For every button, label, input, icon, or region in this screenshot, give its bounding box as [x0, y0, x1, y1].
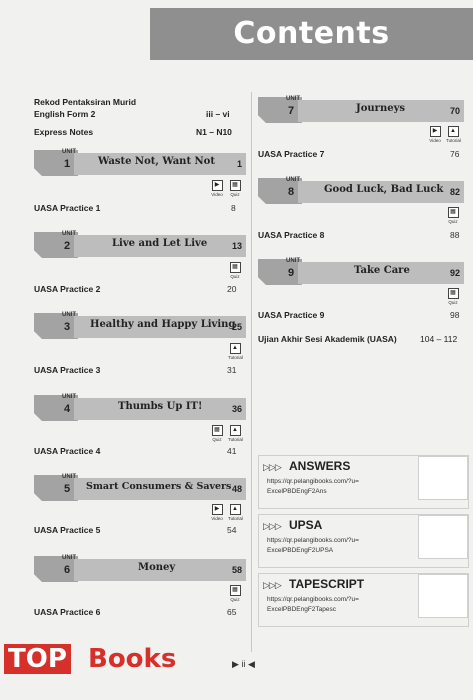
video-icon[interactable]: ▶ Video — [211, 182, 223, 197]
upsa-title: UPSA — [289, 518, 323, 532]
triple-arrow-icon: ▷▷▷ — [263, 580, 281, 590]
unit-page: 25 — [231, 322, 242, 332]
unit-page: 1 — [236, 159, 242, 169]
answers-link-box[interactable] — [258, 455, 469, 509]
uasa-practice-2: UASA Practice 2 — [34, 284, 101, 294]
logo-books-text: Books — [88, 644, 177, 674]
uasa-practice-6-page: 65 — [227, 607, 237, 617]
quiz-icon[interactable]: ▦ Quiz — [230, 264, 240, 279]
unit-number: 3 — [64, 321, 71, 333]
unit-title: Live and Let Live — [112, 238, 208, 249]
unit-page: 36 — [231, 404, 242, 414]
uasa-practice-4-page: 41 — [227, 446, 237, 456]
uasa-practice-9-page: 98 — [450, 310, 460, 320]
quiz-icon[interactable]: ▦ Quiz — [448, 290, 458, 305]
unit-2-heading[interactable] — [34, 232, 246, 258]
unit-title: Waste Not, Want Not — [98, 156, 215, 167]
unit-word: UNIT — [62, 555, 76, 561]
uasa-practice-3: UASA Practice 3 — [34, 365, 101, 375]
tapescript-link-box[interactable] — [258, 573, 469, 627]
logo-top-text: TOP — [4, 644, 71, 674]
unit-1-heading[interactable] — [34, 150, 246, 176]
tutorial-icon[interactable]: ▲ Tutorial — [446, 128, 461, 143]
upsa-link-box[interactable] — [258, 514, 469, 568]
unit-word: UNIT — [286, 258, 300, 264]
unit-number: 1 — [64, 158, 71, 170]
unit-title: Journeys — [356, 103, 406, 114]
tapescript-title: TAPESCRIPT — [289, 577, 365, 591]
unit-page: 58 — [231, 565, 242, 575]
rekod-label-line2: English Form 2 — [34, 109, 96, 119]
upsa-url-line2[interactable]: ExcelPBDEngF2UPSA — [267, 547, 334, 554]
unit-word: UNIT — [62, 474, 76, 480]
unit-title: Smart Consumers & Savers — [86, 481, 232, 492]
uasa-practice-7-page: 76 — [450, 149, 460, 159]
quiz-icon[interactable]: ▦ Quiz — [230, 182, 240, 197]
unit-page: 13 — [231, 241, 242, 251]
unit-number: 8 — [288, 186, 295, 198]
uasa-practice-5: UASA Practice 5 — [34, 525, 101, 535]
unit-title: Healthy and Happy Living — [90, 319, 236, 330]
uasa-practice-4: UASA Practice 4 — [34, 446, 101, 456]
column-divider — [251, 92, 252, 652]
uasa-practice-8: UASA Practice 8 — [258, 230, 325, 240]
unit-6-heading[interactable] — [34, 556, 246, 582]
video-icon[interactable]: ▶ Video — [429, 128, 441, 143]
unit-9-heading[interactable] — [258, 259, 464, 285]
uasa-practice-8-page: 88 — [450, 230, 460, 240]
uasa-practice-9: UASA Practice 9 — [258, 310, 325, 320]
unit-4-heading[interactable] — [34, 395, 246, 421]
rekod-label-line1: Rekod Pentaksiran Murid — [34, 97, 137, 107]
unit-word: UNIT — [286, 177, 300, 183]
quiz-icon[interactable]: ▦ Quiz — [212, 427, 222, 442]
unit-number: 2 — [64, 240, 71, 252]
unit-number: 5 — [64, 483, 71, 495]
contents-banner — [150, 8, 473, 60]
rekod-pages: iii – vi — [206, 109, 230, 119]
triple-arrow-icon: ▷▷▷ — [263, 521, 281, 531]
uasa-practice-5-page: 54 — [227, 525, 237, 535]
unit-word: UNIT — [286, 96, 300, 102]
unit-title: Money — [138, 562, 176, 573]
final-exam-label: Ujian Akhir Sesi Akademik (UASA) — [258, 334, 397, 344]
express-notes-label: Express Notes — [34, 127, 94, 137]
quiz-icon[interactable]: ▦ Quiz — [230, 587, 240, 602]
unit-title: Take Care — [354, 265, 410, 276]
tutorial-icon[interactable]: ▲ Tutorial — [228, 506, 243, 521]
unit-title: Thumbs Up IT! — [118, 401, 203, 412]
uasa-practice-1-page: 8 — [231, 203, 236, 213]
video-icon[interactable]: ▶ Video — [211, 506, 223, 521]
arrow-right-icon: ▶ — [232, 659, 239, 669]
tutorial-icon[interactable]: ▲ Tutorial — [228, 345, 243, 360]
unit-word: UNIT — [62, 149, 76, 155]
unit-number: 7 — [288, 105, 295, 117]
unit-page: 48 — [231, 484, 242, 494]
arrow-left-icon: ◀ — [247, 659, 255, 669]
unit-page: 92 — [449, 268, 460, 278]
unit-page: 70 — [449, 106, 460, 116]
final-exam-pages: 104 – 112 — [420, 334, 458, 344]
unit-number: 4 — [64, 403, 71, 415]
answers-url-line1[interactable]: https://qr.pelangibooks.com/?u= — [267, 478, 359, 485]
upsa-qr-code[interactable] — [418, 515, 468, 559]
page-number — [232, 659, 255, 670]
page-title: Contents — [233, 16, 390, 51]
unit-8-heading[interactable] — [258, 178, 464, 204]
express-notes-pages: N1 – N10 — [196, 127, 232, 137]
upsa-url-line1[interactable]: https://qr.pelangibooks.com/?u= — [267, 537, 359, 544]
quiz-icon[interactable]: ▦ Quiz — [448, 209, 458, 224]
unit-5-heading[interactable] — [34, 475, 246, 501]
unit-page: 82 — [449, 187, 460, 197]
answers-title: ANSWERS — [289, 459, 351, 473]
unit-number: 6 — [64, 564, 71, 576]
tapescript-url-line1[interactable]: https://qr.pelangibooks.com/?u= — [267, 596, 359, 603]
uasa-practice-2-page: 20 — [227, 284, 237, 294]
unit-word: UNIT — [62, 394, 76, 400]
tapescript-qr-code[interactable] — [418, 574, 468, 618]
page-number-value: ii — [241, 659, 246, 669]
uasa-practice-6: UASA Practice 6 — [34, 607, 101, 617]
uasa-practice-3-page: 31 — [227, 365, 237, 375]
unit-word: UNIT — [62, 231, 76, 237]
triple-arrow-icon: ▷▷▷ — [263, 462, 281, 472]
topbooks-logo — [4, 644, 184, 678]
uasa-practice-1: UASA Practice 1 — [34, 203, 101, 213]
unit-3-heading[interactable] — [34, 313, 246, 339]
tutorial-icon[interactable]: ▲ Tutorial — [228, 427, 243, 442]
answers-qr-code[interactable] — [418, 456, 468, 500]
uasa-practice-7: UASA Practice 7 — [258, 149, 325, 159]
unit-word: UNIT — [62, 312, 76, 318]
unit-7-heading[interactable] — [258, 97, 464, 123]
unit-number: 9 — [288, 267, 295, 279]
unit-title: Good Luck, Bad Luck — [324, 184, 444, 195]
answers-url-line2[interactable]: ExcelPBDEngF2Ans — [267, 488, 327, 495]
tapescript-url-line2[interactable]: ExcelPBDEngF2Tapesc — [267, 606, 337, 613]
